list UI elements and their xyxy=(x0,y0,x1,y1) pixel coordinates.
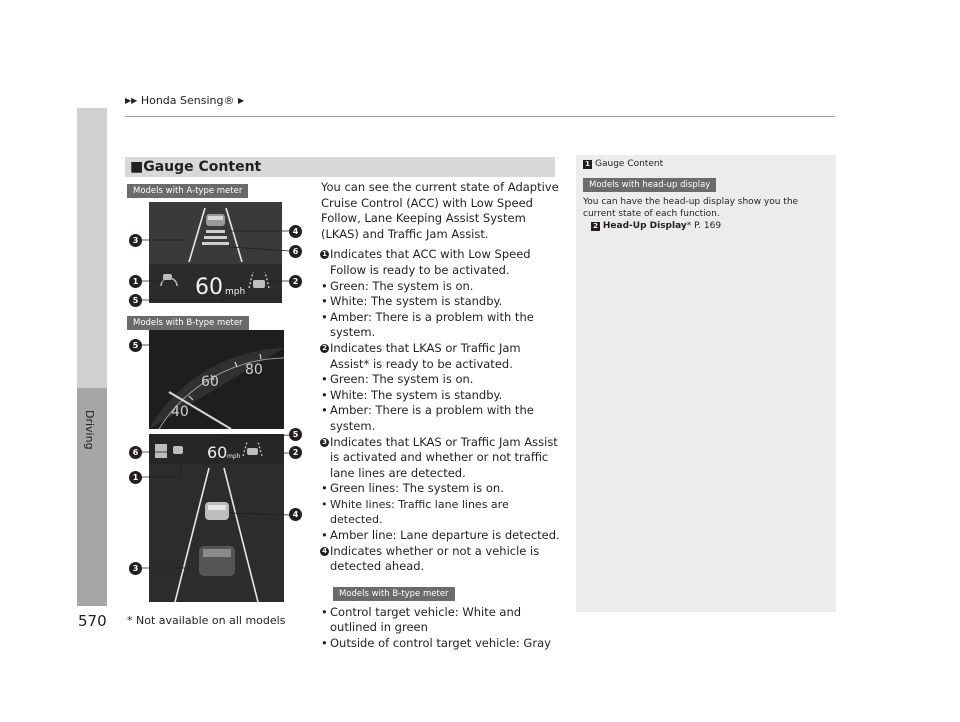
a-callout-leaders xyxy=(125,200,305,310)
side-note-title-text: Gauge Content xyxy=(595,159,664,169)
item-number: 2 xyxy=(320,344,329,353)
item-text: Indicates that ACC with Low Speed Follow is ready to be activated. xyxy=(330,247,531,277)
model-tag-a: Models with A-type meter xyxy=(127,184,248,198)
page-number: 570 xyxy=(78,612,107,630)
b-speed-unit: mph xyxy=(227,453,241,460)
callout-b-1: 1 xyxy=(129,471,142,484)
reference-star: * xyxy=(686,221,692,231)
chapter-label: Driving xyxy=(83,410,96,450)
callout-1: 1 xyxy=(129,275,142,288)
bullet: • White: The system is standby. xyxy=(321,388,561,404)
item-text: Indicates that LKAS or Traffic Jam Assist* is ready to be activated. xyxy=(330,340,521,371)
bullet: • Green lines: The system is on. xyxy=(321,481,561,497)
item-2 xyxy=(321,341,561,372)
chapter-tab-highlight xyxy=(77,108,107,388)
note-ref-icon: 1 xyxy=(583,160,592,169)
model-tag-b-text: Models with B-type meter xyxy=(333,587,455,601)
bullet: • Green: The system is on. xyxy=(321,372,561,388)
bullet: • Outside of control target vehicle: Gray xyxy=(321,636,561,652)
callout-b-4: 4 xyxy=(289,508,302,521)
side-note-panel xyxy=(576,155,836,612)
hud-model-tag: Models with head-up display xyxy=(583,178,716,192)
breadcrumb-label: Honda Sensing® xyxy=(140,94,235,107)
b-speed: 60 xyxy=(207,443,228,462)
item-4 xyxy=(321,544,561,575)
b-callout-leaders xyxy=(125,335,305,575)
bullet: • Amber: There is a problem with the system. xyxy=(321,310,561,341)
item-text: Indicates that LKAS or Traffic Jam Assist is activated and whether or not traffic lane lines are detected. xyxy=(330,434,558,480)
bullet: • Green: The system is on. xyxy=(321,279,561,295)
callout-b-3: 3 xyxy=(129,562,142,575)
callout-b-5-dial: 5 xyxy=(129,339,142,352)
callout-b-2: 2 xyxy=(289,446,302,459)
dial-label-60: 60 xyxy=(201,374,219,390)
bullet: • Control target vehicle: White and outlined in green xyxy=(321,605,561,636)
item-1 xyxy=(321,247,561,278)
hud-reference-link[interactable] xyxy=(591,221,829,231)
gauge-content-text xyxy=(321,180,561,652)
section-title: ■Gauge Content xyxy=(125,157,555,177)
header-divider xyxy=(125,116,835,117)
callout-2: 2 xyxy=(289,275,302,288)
intro-paragraph: You can see the current state of Adaptive Cruise Control (ACC) with Low Speed Follow, Lane Keeping Assist System (LKAS) and Traffic Jam Assist. xyxy=(321,180,559,241)
bullet: • White lines: Traffic lane lines are detected. xyxy=(321,497,561,528)
callout-6: 6 xyxy=(289,245,302,258)
item-3 xyxy=(321,435,561,482)
dial-label-80: 80 xyxy=(245,362,263,378)
item-number: 1 xyxy=(320,250,329,259)
breadcrumb-arrow-icon: ▶▶ xyxy=(125,96,138,105)
a-speed-unit: mph xyxy=(225,287,246,297)
a-speed: 60 xyxy=(195,275,223,300)
reference-page: P. 169 xyxy=(694,221,722,231)
side-note-title xyxy=(583,159,829,169)
reference-arrow-icon: 2 xyxy=(591,222,600,231)
footnote: * Not available on all models xyxy=(127,614,286,627)
item-number: 3 xyxy=(320,438,329,447)
bullet: • Amber line: Lane departure is detected. xyxy=(321,528,561,544)
callout-4: 4 xyxy=(289,225,302,238)
model-tag-b: Models with B-type meter xyxy=(127,316,249,330)
callout-5: 5 xyxy=(129,294,142,307)
item-text: Indicates whether or not a vehicle is detected ahead. xyxy=(330,543,540,574)
bullet: • White: The system is standby. xyxy=(321,294,561,310)
breadcrumb-arrow-icon: ▶ xyxy=(237,96,245,105)
callout-b-5: 5 xyxy=(289,428,302,441)
callout-3: 3 xyxy=(129,234,142,247)
item-number: 4 xyxy=(320,547,329,556)
breadcrumb[interactable] xyxy=(125,94,244,107)
side-note-text: You can have the head-up display show you the current state of each function. xyxy=(583,197,799,219)
dial-label-40: 40 xyxy=(171,404,189,420)
reference-title: Head-Up Display xyxy=(602,221,687,231)
callout-b-6: 6 xyxy=(129,446,142,459)
bullet: • Amber: There is a problem with the system. xyxy=(321,403,561,434)
